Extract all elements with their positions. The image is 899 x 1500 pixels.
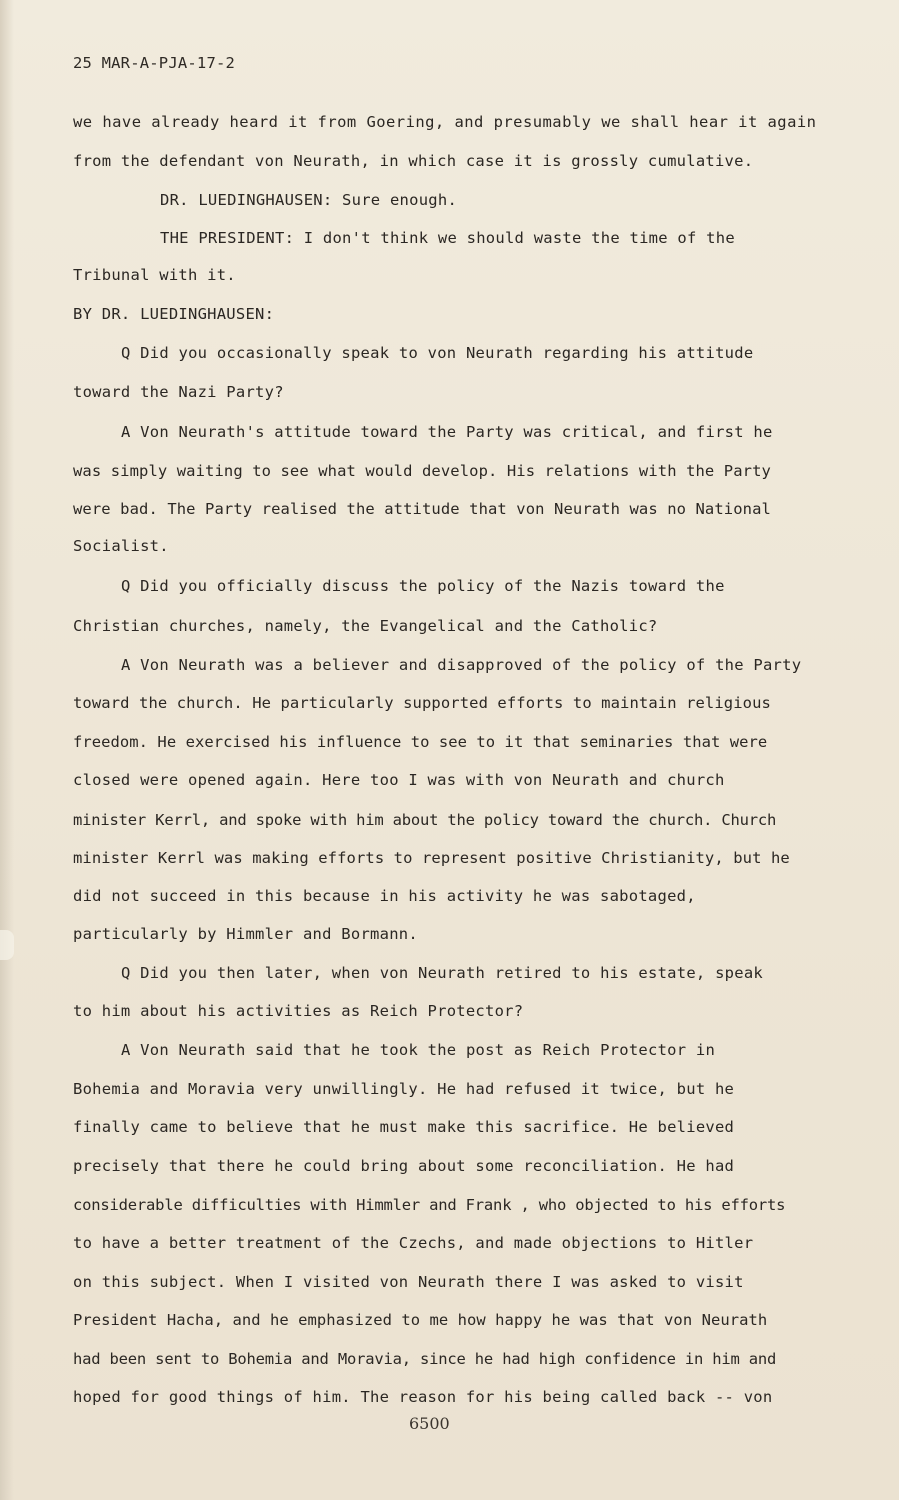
text-line: had been sent to Bohemia and Moravia, since he had high confidence in him and <box>73 1350 777 1368</box>
text-line: we have already heard it from Goering, and presumably we shall hear it again <box>73 113 817 131</box>
text-line: President Hacha, and he emphasized to me how happy he was that von Neurath <box>73 1311 768 1329</box>
text-line: considerable difficulties with Himmler and Frank , who objected to his efforts <box>73 1196 786 1214</box>
text-line: was simply waiting to see what would develop. His relations with the Party <box>73 462 771 480</box>
text-line: Q Did you occasionally speak to von Neurath regarding his attitude <box>121 344 754 362</box>
text-line: minister Kerrl, and spoke with him about the policy toward the church. Church <box>73 811 777 829</box>
page-edge-shadow <box>0 0 14 1500</box>
header-code: 25 MAR-A-PJA-17-2 <box>73 54 236 72</box>
text-line: A Von Neurath said that he took the post as Reich Protector in <box>121 1041 716 1059</box>
text-line: Bohemia and Moravia very unwillingly. He had refused it twice, but he <box>73 1080 735 1098</box>
text-line: toward the Nazi Party? <box>73 383 284 401</box>
text-line: closed were opened again. Here too I was with von Neurath and church <box>73 771 725 789</box>
text-line: freedom. He exercised his influence to see to it that seminaries that were <box>73 733 768 751</box>
text-line: from the defendant von Neurath, in which case it is grossly cumulative. <box>73 152 754 170</box>
text-line: BY DR. LUEDINGHAUSEN: <box>73 305 275 323</box>
text-line: A Von Neurath's attitude toward the Party was critical, and first he <box>121 423 773 441</box>
page-number: 6500 <box>409 1414 450 1433</box>
page-tear-mark <box>0 930 14 960</box>
text-line: A Von Neurath was a believer and disapproved of the policy of the Party <box>121 656 802 674</box>
text-line: particularly by Himmler and Bormann. <box>73 925 418 943</box>
text-line: to have a better treatment of the Czechs, and made objections to Hitler <box>73 1234 754 1252</box>
text-line: precisely that there he could bring about some reconciliation. He had <box>73 1157 735 1175</box>
text-line: were bad. The Party realised the attitude that von Neurath was no National <box>73 500 771 518</box>
text-line: Tribunal with it. <box>73 266 236 284</box>
text-line: Christian churches, namely, the Evangelical and the Catholic? <box>73 617 658 635</box>
text-line: finally came to believe that he must make this sacrifice. He believed <box>73 1118 735 1136</box>
text-line: hoped for good things of him. The reason for his being called back -- von <box>73 1388 773 1406</box>
text-line: Socialist. <box>73 537 169 555</box>
text-line: Q Did you then later, when von Neurath retired to his estate, speak <box>121 964 763 982</box>
text-line: to him about his activities as Reich Protector? <box>73 1002 524 1020</box>
text-line: DR. LUEDINGHAUSEN: Sure enough. <box>160 191 458 209</box>
text-line: on this subject. When I visited von Neurath there I was asked to visit <box>73 1273 744 1291</box>
text-line: THE PRESIDENT: I don't think we should waste the time of the <box>160 229 735 247</box>
text-line: did not succeed in this because in his activity he was sabotaged, <box>73 887 696 905</box>
text-line: toward the church. He particularly supported efforts to maintain religious <box>73 694 771 712</box>
text-line: minister Kerrl was making efforts to represent positive Christianity, but he <box>73 849 790 867</box>
text-line: Q Did you officially discuss the policy of the Nazis toward the <box>121 577 725 595</box>
